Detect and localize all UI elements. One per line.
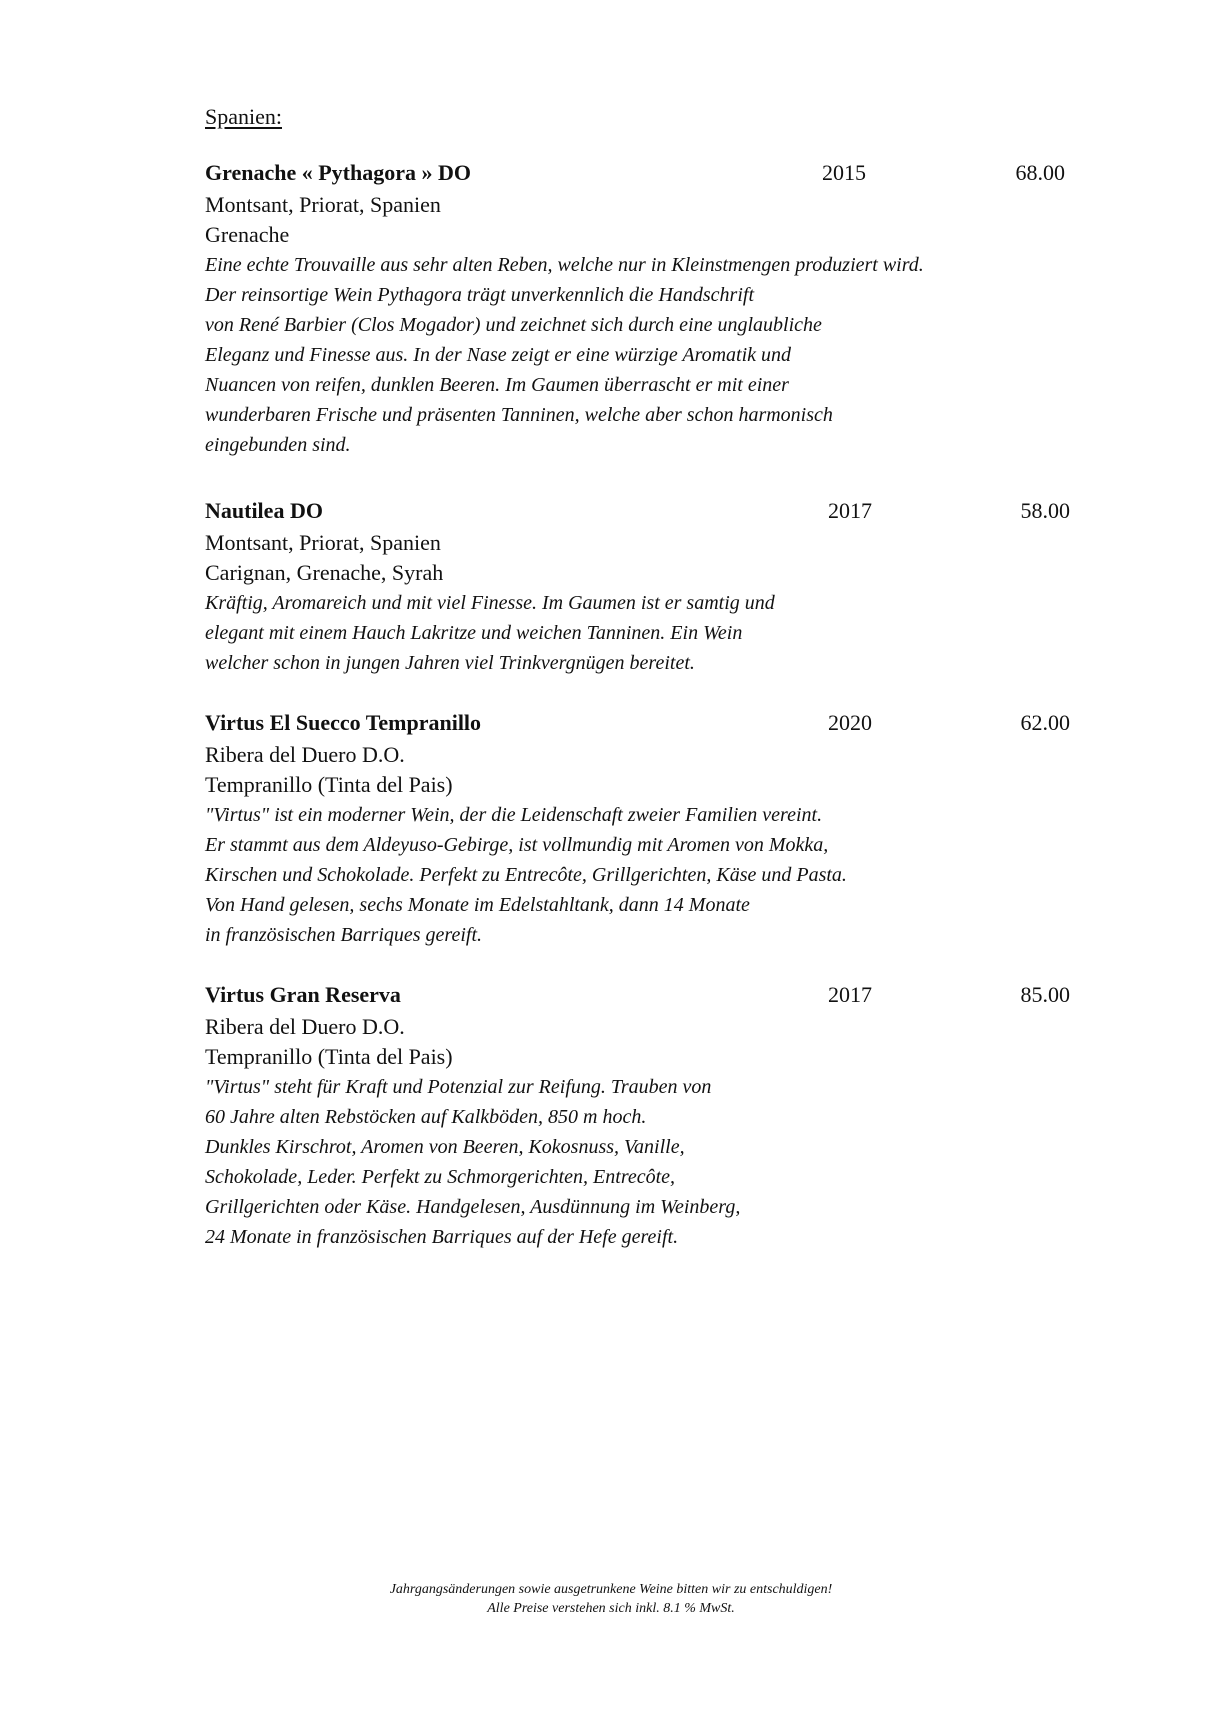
wine-entry xyxy=(205,710,1075,950)
wine-header xyxy=(205,160,1075,190)
description-line: Er stammt aus dem Aldeyuso-Gebirge, ist vollmundig mit Aromen von Mokka, xyxy=(205,834,829,856)
description-line: welcher schon in jungen Jahren viel Trinkvergnügen bereitet. xyxy=(205,652,695,674)
description-line: 60 Jahre alten Rebstöcken auf Kalkböden, 850 m hoch. xyxy=(205,1106,647,1128)
footer-line: Jahrgangsänderungen sowie ausgetrunkene Weine bitten wir zu entschuldigen! xyxy=(389,1582,833,1597)
wine-entry xyxy=(205,982,1075,1252)
wine-region: Montsant, Priorat, Spanien xyxy=(205,530,441,555)
description-line: Kirschen und Schokolade. Perfekt zu Entrecôte, Grillgerichten, Käse und Pasta. xyxy=(205,864,847,886)
wine-entry xyxy=(205,160,1075,460)
description-line: Kräftig, Aromareich und mit viel Finesse. Im Gaumen ist er samtig und xyxy=(205,592,775,614)
section-title: Spanien: xyxy=(205,104,282,129)
wine-region: Montsant, Priorat, Spanien xyxy=(205,192,441,217)
wine-name: Nautilea DO xyxy=(205,498,323,523)
wine-description xyxy=(205,800,1075,950)
wine-header xyxy=(205,982,1075,1012)
wine-description xyxy=(205,1072,1075,1252)
description-line: Grillgerichten oder Käse. Handgelesen, Ausdünnung im Weinberg, xyxy=(205,1196,741,1218)
wine-grapes: Carignan, Grenache, Syrah xyxy=(205,560,444,585)
wine-year: 2017 xyxy=(828,498,872,523)
wine-grapes: Tempranillo (Tinta del Pais) xyxy=(205,772,453,797)
description-line: eingebunden sind. xyxy=(205,434,351,456)
wine-grapes: Grenache xyxy=(205,222,290,247)
wine-year: 2015 xyxy=(822,160,866,185)
wine-year: 2020 xyxy=(828,710,872,735)
description-line: Eine echte Trouvaille aus sehr alten Reben, welche nur in Kleinstmengen produziert wird. xyxy=(205,254,924,276)
wine-region: Ribera del Duero D.O. xyxy=(205,742,405,767)
description-line: von René Barbier (Clos Mogador) und zeichnet sich durch eine unglaubliche xyxy=(205,314,822,336)
wine-name: Virtus Gran Reserva xyxy=(205,982,401,1007)
description-line: "Virtus" ist ein moderner Wein, der die Leidenschaft zweier Familien vereint. xyxy=(205,804,823,826)
wine-grapes: Tempranillo (Tinta del Pais) xyxy=(205,1044,453,1069)
wine-description xyxy=(205,588,1075,678)
description-line: in französischen Barriques gereift. xyxy=(205,924,483,946)
wine-price: 62.00 xyxy=(1020,710,1070,735)
wine-name: Grenache « Pythagora » DO xyxy=(205,160,472,185)
wine-description xyxy=(205,250,1075,460)
description-line: 24 Monate in französischen Barriques auf der Hefe gereift. xyxy=(205,1226,679,1248)
wine-price: 68.00 xyxy=(1015,160,1065,185)
wine-year: 2017 xyxy=(828,982,872,1007)
description-line: Der reinsortige Wein Pythagora trägt unverkennlich die Handschrift xyxy=(205,284,754,306)
wine-name: Virtus El Suecco Tempranillo xyxy=(205,710,482,735)
description-line: Nuancen von reifen, dunklen Beeren. Im Gaumen überrascht er mit einer xyxy=(205,374,789,396)
wine-header xyxy=(205,710,1075,740)
wine-price: 85.00 xyxy=(1020,982,1070,1007)
footer-note xyxy=(0,1580,1222,1618)
footer-line: Alle Preise verstehen sich inkl. 8.1 % MwSt. xyxy=(487,1601,735,1616)
description-line: elegant mit einem Hauch Lakritze und weichen Tanninen. Ein Wein xyxy=(205,622,743,644)
wine-price: 58.00 xyxy=(1020,498,1070,523)
description-line: Eleganz und Finesse aus. In der Nase zeigt er eine würzige Aromatik und xyxy=(205,344,792,366)
description-line: "Virtus" steht für Kraft und Potenzial zur Reifung. Trauben von xyxy=(205,1076,712,1098)
description-line: Schokolade, Leder. Perfekt zu Schmorgerichten, Entrecôte, xyxy=(205,1166,676,1188)
description-line: Von Hand gelesen, sechs Monate im Edelstahltank, dann 14 Monate xyxy=(205,894,750,916)
wine-header xyxy=(205,498,1075,528)
description-line: wunderbaren Frische und präsenten Tanninen, welche aber schon harmonisch xyxy=(205,404,833,426)
wine-region: Ribera del Duero D.O. xyxy=(205,1014,405,1039)
wine-entry xyxy=(205,498,1075,678)
description-line: Dunkles Kirschrot, Aromen von Beeren, Kokosnuss, Vanille, xyxy=(205,1136,685,1158)
